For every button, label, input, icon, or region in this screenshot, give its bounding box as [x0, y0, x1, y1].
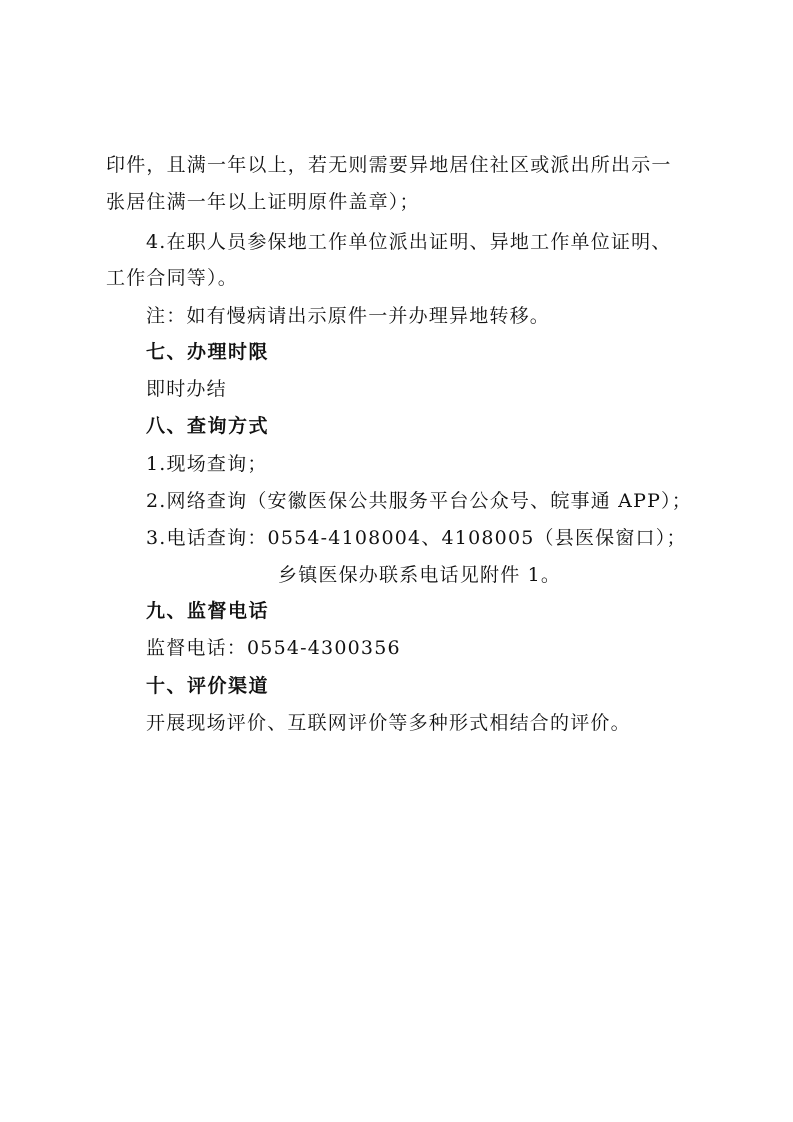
- query-item-3-continuation: 乡镇医保办联系电话见附件 1。: [278, 564, 562, 586]
- query-item-1: 1.现场查询；: [146, 453, 268, 475]
- paragraph-line: 印件，且满一年以上，若无则需要异地居住社区或派出所出示一: [106, 154, 672, 176]
- section-body-10: 开展现场评价、互联网评价等多种形式相结合的评价。: [146, 712, 631, 734]
- section-heading-8: 八、查询方式: [146, 415, 270, 437]
- section-heading-10: 十、评价渠道: [146, 675, 270, 697]
- paragraph-line: 4.在职人员参保地工作单位派出证明、异地工作单位证明、: [146, 231, 672, 253]
- supervision-phone: 监督电话：0554-4300356: [146, 637, 401, 659]
- note-text: 注：如有慢病请出示原件一并办理异地转移。: [146, 305, 551, 327]
- paragraph-line: 张居住满一年以上证明原件盖章）；: [106, 191, 420, 213]
- section-body-7: 即时办结: [146, 378, 227, 400]
- section-heading-7: 七、办理时限: [146, 341, 270, 363]
- section-heading-9: 九、监督电话: [146, 600, 270, 622]
- query-item-3: 3.电话查询：0554-4108004、4108005（县医保窗口）；: [146, 527, 687, 549]
- query-item-2: 2.网络查询（安徽医保公共服务平台公众号、皖事通 APP）；: [146, 490, 692, 512]
- paragraph-line: 工作合同等）。: [106, 267, 238, 289]
